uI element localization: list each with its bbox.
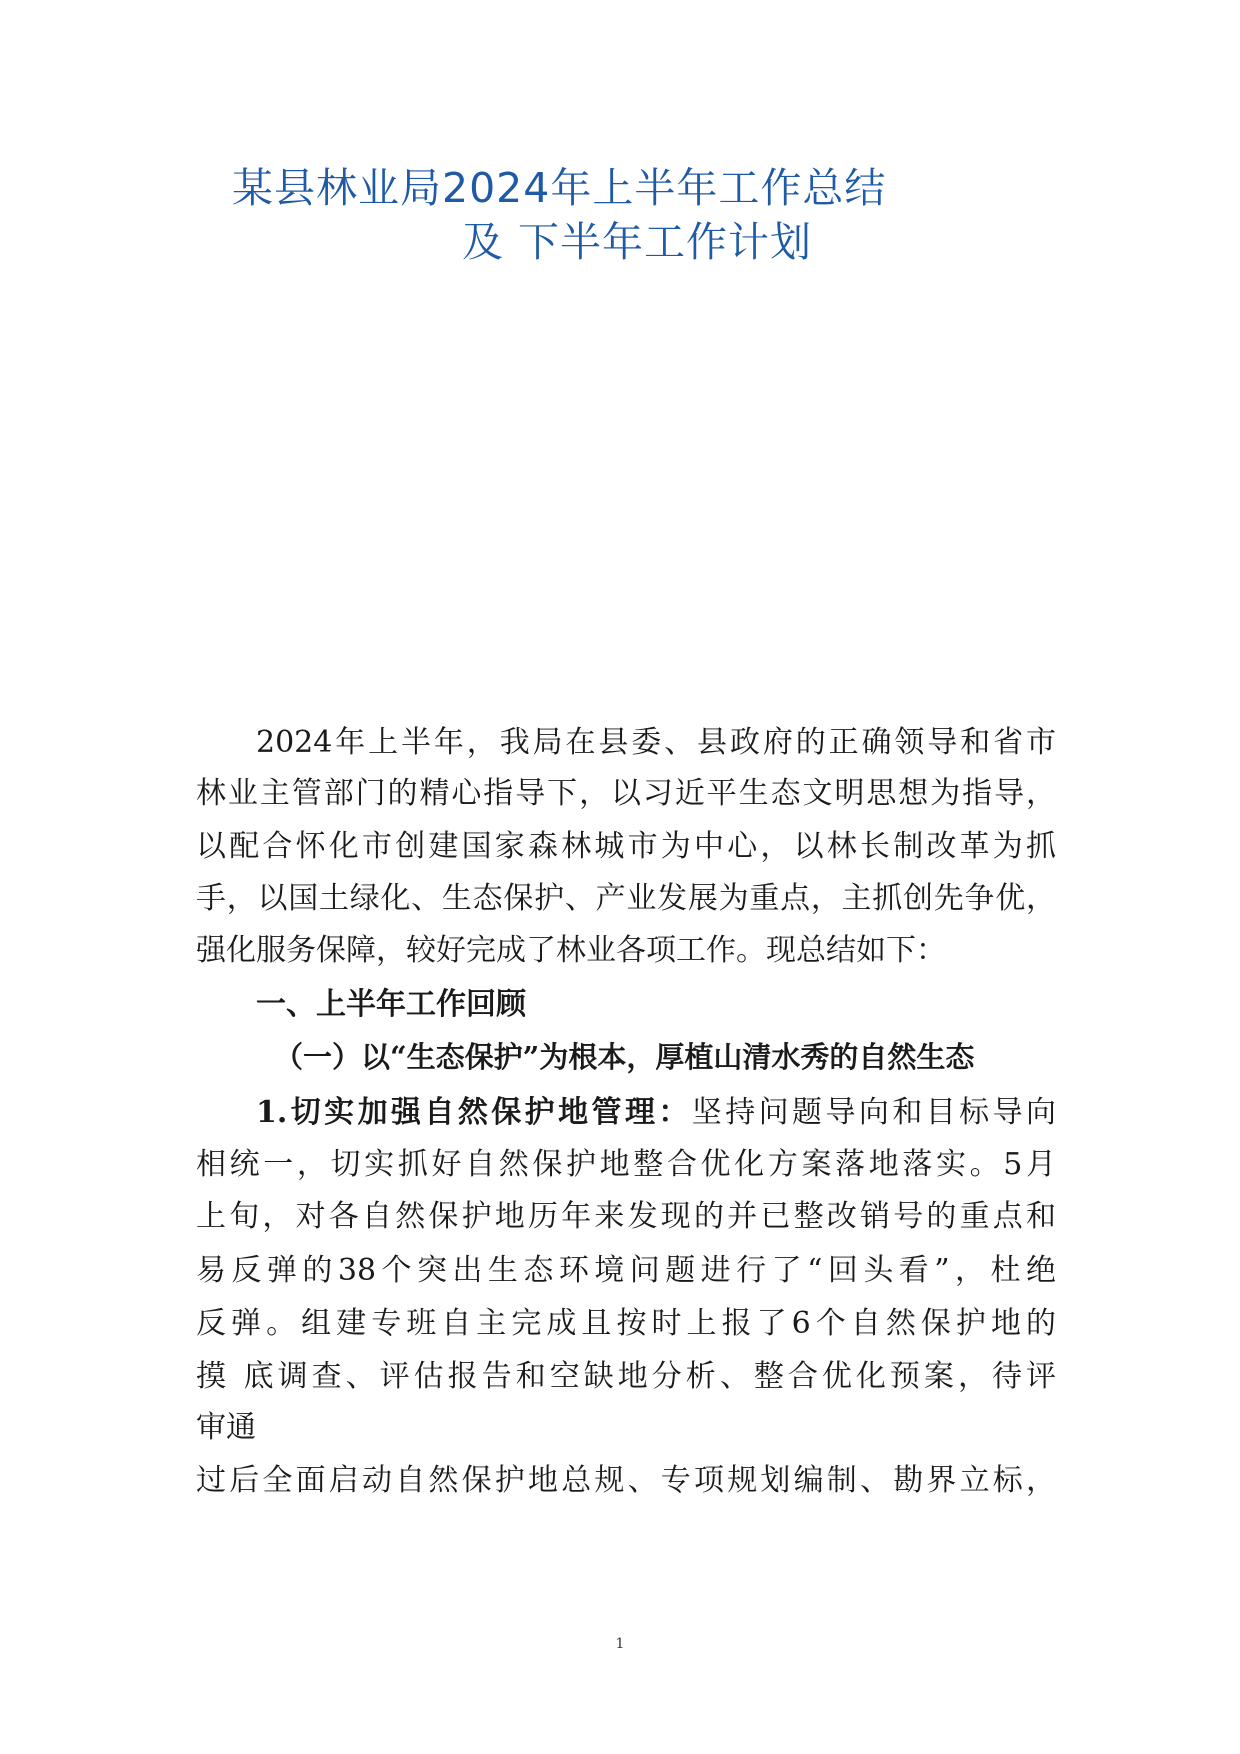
document-title-line-1: 某县林业局2024年上半年工作总结 xyxy=(232,164,887,212)
item-line-6: 摸 底调查、评估报告和空缺地分析、整合优化预案，待评 xyxy=(196,1359,1056,1394)
intro-line-3: 以配合怀化市创建国家森林城市为中心，以林长制改革为抓 xyxy=(196,829,1056,864)
intro-line-2: 林业主管部门的精心指导下，以习近平生态文明思想为指导， xyxy=(196,776,1056,811)
item-line-7: 审通 xyxy=(196,1410,256,1445)
item-first-line-rest: 坚持问题导向和目标导向 xyxy=(691,1095,1057,1130)
item-first-line xyxy=(256,1095,1057,1130)
intro-line-4: 手，以国土绿化、生态保护、产业发展为重点，主抓创先争优， xyxy=(196,881,1056,916)
item-line-4: 易反弹的38个突出生态环境问题进行了“回头看”，杜绝 xyxy=(196,1253,1056,1288)
item-line-8: 过后全面启动自然保护地总规、专项规划编制、勘界立标， xyxy=(196,1463,1056,1498)
item-line-3: 上旬，对各自然保护地历年来发现的并已整改销号的重点和 xyxy=(196,1199,1056,1234)
item-lead: 1.切实加强自然保护地管理： xyxy=(256,1095,692,1130)
document-title-line-2: 及 下半年工作计划 xyxy=(462,218,813,266)
item-line-5: 反弹。组建专班自主完成且按时上报了6个自然保护地的 xyxy=(196,1306,1056,1341)
subsection-heading: （一）以“生态保护”为根本，厚植山清水秀的自然生态 xyxy=(274,1040,975,1074)
intro-line-1: 2024年上半年，我局在县委、县政府的正确领导和省市 xyxy=(256,725,1056,760)
page-number: 1 xyxy=(615,1636,625,1652)
intro-line-5: 强化服务保障，较好完成了林业各项工作。现总结如下： xyxy=(196,933,946,968)
section-heading: 一、上半年工作回顾 xyxy=(256,987,526,1022)
item-line-2: 相统一，切实抓好自然保护地整合优化方案落地落实。5月 xyxy=(196,1147,1056,1182)
